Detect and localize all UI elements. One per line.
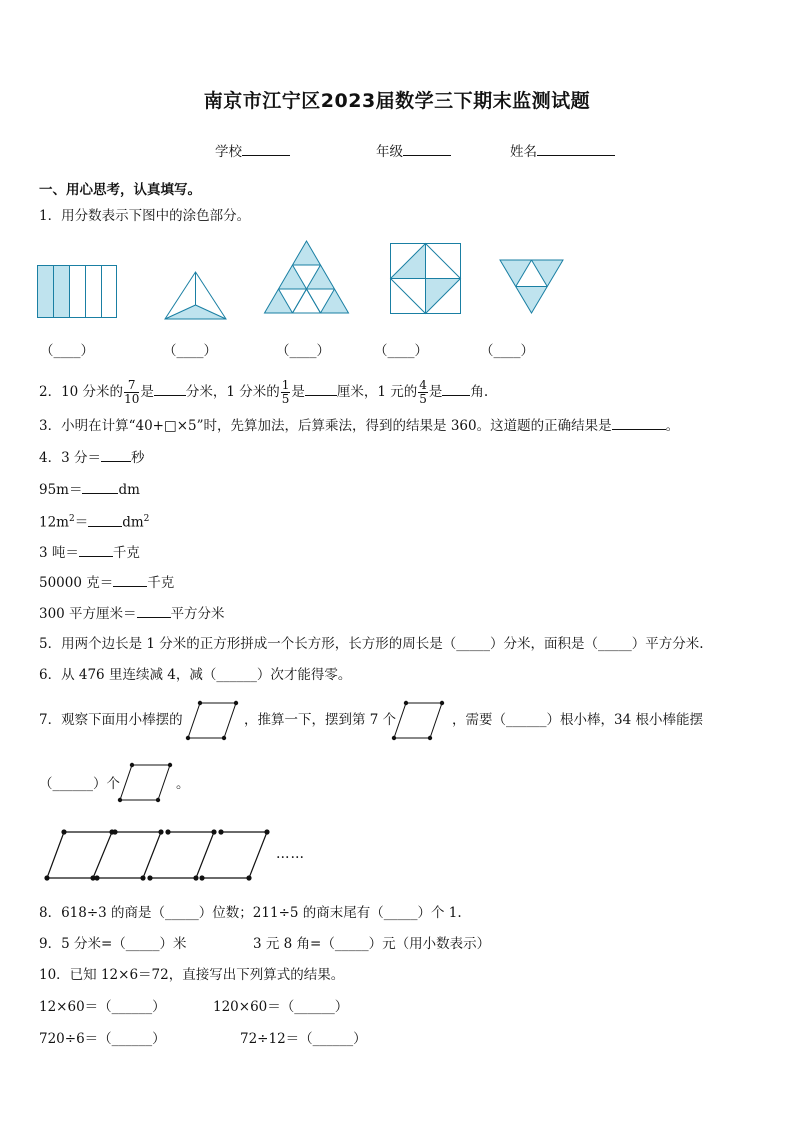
question-4-line-2: 95m＝ dm: [39, 479, 140, 499]
answer-blank-3[interactable]: （____）: [276, 343, 330, 359]
school-label: 学校: [215, 144, 242, 160]
square-diamond-figure: [390, 243, 462, 315]
triangle-centroid-figure: [163, 271, 229, 321]
question-4-line-5: 50000 克＝ 千克: [39, 572, 174, 592]
inverted-triangle-figure: [499, 259, 565, 315]
question-10: 10．已知 12×6＝72，直接写出下列算式的结果。: [39, 967, 345, 983]
fraction-1-5: $\frac{1}{5}$: [281, 378, 290, 406]
answer-blank-1[interactable]: （____）: [40, 343, 94, 359]
question-7-part-a: 7．观察下面用小棒摆的: [39, 712, 183, 728]
blank[interactable]: [113, 572, 147, 587]
expression-3: 720÷6＝（______）: [39, 1031, 166, 1047]
expression-2: 120×60＝（______）: [213, 999, 349, 1015]
question-7-part-d: （______）个: [39, 776, 120, 792]
question-7-part-e: 。: [176, 776, 190, 792]
question-3: 3．小明在计算“40+□×5”时，先算加法，后算乘法，得到的结果是 360。这道题的正确结果是 。: [39, 415, 679, 435]
expression-4: 72÷12＝（______）: [240, 1031, 367, 1047]
question-9-part-a: 9．5 分米=（_____）米: [39, 936, 187, 952]
name-label: 姓名: [510, 144, 537, 160]
triangle-grid-figure: [264, 240, 350, 316]
page-title: 南京市江宁区2023届数学三下期末监测试题: [203, 90, 591, 112]
grade-label: 年级: [376, 144, 403, 160]
expression-1: 12×60＝（______）: [39, 999, 166, 1015]
blank[interactable]: [612, 415, 666, 430]
parallelogram-icon: [186, 700, 240, 742]
question-8: 8．618÷3 的商是（_____）位数；211÷5 的商末尾有（_____）个 1.: [39, 905, 462, 921]
question-4-line-3: $12m^2= dm^2$: [39, 510, 149, 532]
stick-parallelogram-chain: [42, 828, 274, 883]
blank[interactable]: [305, 381, 337, 396]
name-field: [510, 141, 615, 161]
blank[interactable]: [137, 603, 171, 618]
parallelogram-icon: [392, 700, 446, 742]
name-blank[interactable]: [537, 141, 615, 156]
blank[interactable]: [79, 542, 113, 557]
answer-blank-2[interactable]: （____）: [163, 343, 217, 359]
question-7-part-b: ，推算一下，摆到第 7 个: [244, 712, 397, 728]
answer-blank-4[interactable]: （____）: [374, 343, 428, 359]
question-9-part-b: 3 元 8 角=（_____）元（用小数表示）: [253, 936, 491, 952]
question-4-line-6: 300 平方厘米＝ 平方分米: [39, 603, 225, 623]
question-7-part-c: ，需要（______）根小棒，34 根小棒能摆: [452, 712, 703, 728]
blank[interactable]: [82, 479, 118, 494]
blank[interactable]: [101, 447, 131, 462]
section-heading: 一、用心思考，认真填写。: [39, 182, 201, 198]
blank[interactable]: [442, 381, 470, 396]
question-4-line-4: 3 吨＝ 千克: [39, 542, 140, 562]
ellipsis-dots: ……: [276, 846, 305, 862]
blank[interactable]: [88, 512, 122, 527]
grade-field: [376, 141, 451, 161]
question-6: 6．从 476 里连续减 4，减（______）次才能得零。: [39, 667, 352, 683]
question-5: 5．用两个边长是 1 分米的正方形拼成一个长方形，长方形的周长是（_____）分米，面积是（_____）平方分米.: [39, 636, 704, 652]
rectangle-strips-figure: [37, 265, 119, 319]
blank[interactable]: [154, 381, 186, 396]
parallelogram-icon: [118, 762, 174, 804]
school-blank[interactable]: [242, 141, 290, 156]
school-field: [215, 141, 290, 161]
question-4-line-1: 4．3 分＝ 秒: [39, 447, 144, 467]
fraction-7-10: $\frac{7}{10}$: [124, 378, 140, 406]
grade-blank[interactable]: [403, 141, 451, 156]
question-2: 2．10 分米的 $\frac{7}{10}$ 是 分米，1 分米的 $\frac{1}{5}$ 是 厘米，1 元的 $\frac{4}{5}$ 是 角.: [39, 378, 489, 406]
fraction-4-5: $\frac{4}{5}$: [419, 378, 427, 406]
answer-blank-5[interactable]: （____）: [480, 343, 534, 359]
question-1: 1．用分数表示下图中的涂色部分。: [39, 208, 251, 224]
